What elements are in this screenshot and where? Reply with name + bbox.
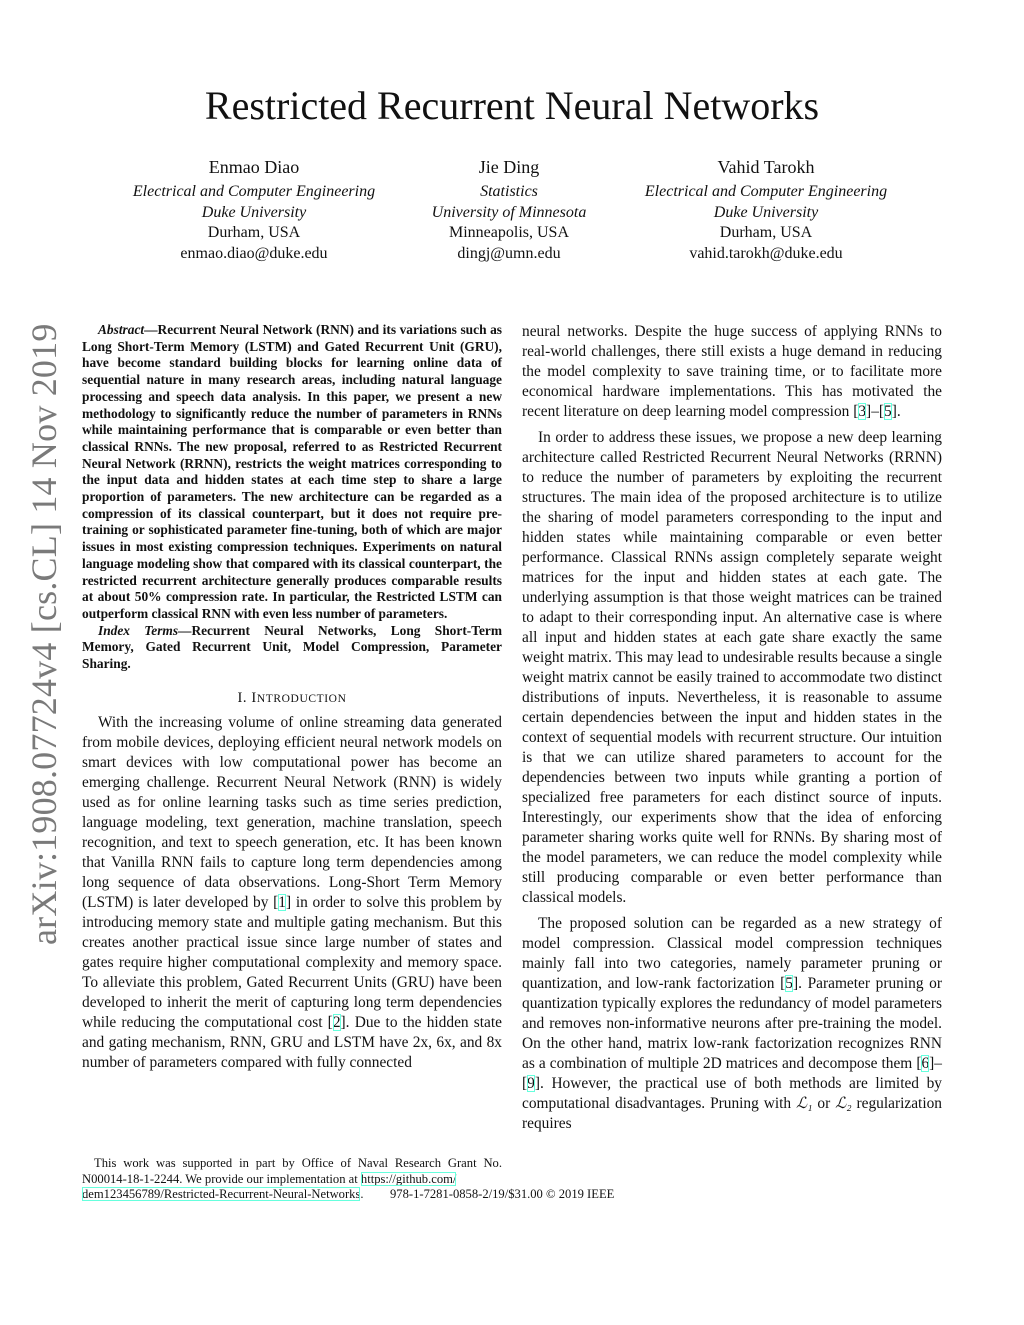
section-number: I. [237, 689, 252, 706]
github-link[interactable]: https://github.com/ [360, 1171, 457, 1186]
abstract [82, 322, 502, 673]
text-run: . [896, 403, 901, 420]
author-department: Electrical and Computer Engineering [132, 183, 376, 200]
intro-paragraph-3: The proposed solution can be regarded as a new strategy of model compression. Classical model compression techniques mainly fall into two categories, namely parameter pruning or quantization, and low-rank factorization [5]. Parameter pruning or quantization typically explores the redundancy of model parameters and removes non-informative neurons after pre-training the model. On the other hand, matrix low-rank factorization recognizes RNN as a combination of multiple 2D matrices and decompose them [6]–[9]. However, the practical use of both methods are limited by computational disadvantages. Pruning with ℒ₁ or ℒ₂ regularization requires [522, 915, 942, 1132]
author-department: Statistics [480, 183, 538, 200]
index-terms [82, 623, 502, 673]
text-run: . However, the practical use of both methods are limited by computational disadvantages. Pruning with [522, 1075, 942, 1112]
citation-link[interactable]: 2 [332, 1013, 341, 1031]
text-run: With the increasing volume of online streaming data generated from mobile devices, deploying efficient neural network models on smart devices with low computational power has become an emerging challenge. Recurrent Neural Network (RNN) is widely used as for online learning tasks such as time series prediction, language modeling, text generation, machine translation, speech recognition, and text to speech generation, etc. It has been known that Vanilla RNN fails to capture long term dependencies among long sequence of data observations. Long-Short Term Memory (LSTM) is later developed by [82, 713, 502, 911]
text-run: or [812, 1095, 836, 1112]
right-column-body [522, 322, 942, 1134]
left-column [82, 322, 502, 1079]
citation-link[interactable]: 5 [785, 975, 793, 992]
abstract-paragraph [82, 322, 502, 623]
author-block-2 [384, 155, 634, 264]
right-column [522, 322, 942, 1140]
citation-link[interactable]: 5 [884, 403, 892, 420]
author-email: vahid.tarokh@duke.edu [689, 244, 843, 262]
intro-paragraph-2: In order to address these issues, we propose a new deep learning architecture called Restricted Recurrent Neural Networks (RRNN) to reduce the number of parameters by exploiting the recurrent structures. The main idea of the proposed architecture is to utilize the sharing of model parameters corresponding to the input and hidden states while maintaining comparable or even better performance. Classical RNNs assign completely separate weight matrices for the input and hidden states at each gate. The underlying assumption is that those weight matrices can be trained to adapt to their corresponding input. An alternative case is where all input and hidden states at each gate share exactly the same weight matrix. This may lead to undesirable results because a single weight matrix cannot be easily trained to accommodate two distinct distributions of inputs. Nevertheless, it is reasonable to assume certain dependencies between the input and hidden states in the context of sequential models with recurrent structure. Our intuition is that we can utilize shared parameters to account for the dependencies between two inputs while granting a portion of specialized free parameters for each distinct source of inputs. Interestingly, our experiments show that the idea of enforcing parameter sharing works quite well for RNNs. By sharing most of the model parameters, we can reduce the model complexity while still producing comparable or even better performance than classical models. [522, 429, 942, 906]
text-run: The proposed solution can be regarded as a new strategy of model compression. Classical model compression techniques mainly fall into two categories, namely parameter pruning or quantization, and low-rank factorization [522, 915, 942, 992]
index-terms-label: Index Terms [98, 622, 179, 638]
text-run: . Due to the hidden state and gating mechanism, RNN, GRU and LSTM have 2x, 6x, and 8x number of parameters compared with fully connected [82, 1013, 502, 1071]
author-name: Enmao Diao [208, 157, 300, 177]
citation-link[interactable]: 9 [527, 1075, 535, 1092]
arxiv-identifier: arXiv:1908.07724v4 [cs.CL] 14 Nov 2019 [24, 323, 64, 945]
author-block-3 [616, 155, 916, 264]
text-run: in order to solve this problem by introducing memory state and multiple gating mechanism. But this creates another practical issue since large number of states and gates require higher computational complexity and memory space. To alleviate this problem, Gated Recurrent Units (GRU) have been developed to inherit the merit of capturing long term dependencies while reducing the computational cost [82, 893, 502, 1031]
text-run: regularization requires [522, 1095, 942, 1132]
text-run: . [360, 1187, 364, 1201]
author-department: Electrical and Computer Engineering [644, 183, 888, 200]
paper-title: Restricted Recurrent Neural Networks [204, 83, 820, 128]
text-run: – [934, 1055, 942, 1072]
author-institution: Duke University [201, 203, 307, 221]
citation-link[interactable]: 1 [278, 893, 286, 911]
abstract-label: Abstract [98, 322, 145, 337]
text-run: – [871, 403, 879, 420]
author-institution: Duke University [713, 203, 819, 221]
math-l1: ℒ₁ [796, 1095, 813, 1112]
author-location: Durham, USA [207, 224, 301, 241]
section-title-initial: I [251, 689, 257, 706]
author-location: Durham, USA [719, 224, 813, 241]
introduction-body [82, 713, 502, 1073]
abstract-text: —Recurrent Neural Network (RNN) and its variations such as Long Short-Term Memory (LSTM) and Gated Recurrent Unit (GRU), have become standard building blocks for learning online data of sequential nature in many research areas, including natural language processing and speech data analysis. In this paper, we present a new methodology to significantly reduce the number of parameters in RNNs while maintaining performance that is comparable or even better than classical RNNs. The new proposal, referred to as Restricted Recurrent Neural Network (RRNN), restricts the weight matrices corresponding to the input data and hidden states at each time step to share a large proportion of parameters. The new architecture can be regarded as a compression of its classical counterpart, but it does not require pre-training or sophisticated parameter fine-tuning, both of which are major issues in most existing compression techniques. Experiments on natural language modeling show that compared with its classical counterpart, the restricted recurrent architecture generally produces comparable results at about 50% compression rate. In particular, the Restricted LSTM can outperform classical RNN with even less number of parameters. [82, 322, 502, 621]
section-heading-introduction [82, 690, 502, 707]
author-block-1 [104, 155, 404, 264]
author-email: enmao.diao@duke.edu [180, 244, 328, 262]
github-link-continued[interactable]: dem123456789/Restricted-Recurrent-Neural-Networks [82, 1187, 361, 1201]
author-location: Minneapolis, USA [449, 224, 569, 241]
citation-link[interactable]: 6 [921, 1055, 930, 1072]
citation-link[interactable]: 3 [858, 403, 867, 420]
author-name: Jie Ding [478, 157, 540, 177]
text-run: This work was supported in part by Office of Naval Research Grant No. N00014-18-1-2244. We provide our implementation at [82, 1156, 502, 1186]
author-name: Vahid Tarokh [717, 157, 815, 177]
intro-paragraph-1: With the increasing volume of online streaming data generated from mobile devices, deploying efficient neural network models on smart devices with low computational power has become an emerging challenge. Recurrent Neural Network (RNN) is widely used as for online learning tasks such as time series prediction, language modeling, text generation, machine translation, speech recognition, and text to speech generation, etc. It has been known that Vanilla RNN fails to capture long term dependencies among long sequence of data observations. Long-Short Term Memory (LSTM) is later developed by [1] in order to solve this problem by introducing memory state and multiple gating mechanism. But this creates another practical issue since large number of states and gates require higher computational complexity and memory space. To alleviate this problem, Gated Recurrent Units (GRU) have been developed to inherit the merit of capturing long term dependencies while reducing the computational cost [2]. Due to the hidden state and gating mechanism, RNN, GRU and LSTM have 2x, 6x, and 8x number of parameters compared with fully connected [82, 713, 502, 1071]
text-run: neural networks. Despite the huge success of applying RNNs to real-world challenges, there still exists a huge demand in reducing the model complexity to save training time, or to facilitate more economical hardware implementations. This has motivated the recent literature on deep learning model compression [522, 323, 942, 420]
copyright-line: 978-1-7281-0858-2/19/$31.00 © 2019 IEEE [390, 1187, 615, 1201]
intro-paragraph-1-continued: neural networks. Despite the huge success of applying RNNs to real-world challenges, there still exists a huge demand in reducing the model complexity to save training time, or to facilitate more economical hardware implementations. This has motivated the recent literature on deep learning model compression [3]–[5]. [522, 323, 942, 420]
author-institution: University of Minnesota [431, 203, 587, 221]
author-email: dingj@umn.edu [457, 244, 561, 262]
section-title-rest: NTRODUCTION [256, 692, 347, 705]
text-run: . Parameter pruning or quantization typically explores the redundancy of model parameters and removes non-informative neurons after pre-training the model. On the other hand, matrix low-rank factorization recognizes RNN as a combination of multiple 2D matrices and decompose them [522, 975, 942, 1072]
index-terms-text: —Recurrent Neural Networks, Long Short-Term Memory, Gated Recurrent Unit, Model Compression, Parameter Sharing. [82, 622, 502, 672]
math-l2: ℒ₂ [835, 1095, 852, 1112]
